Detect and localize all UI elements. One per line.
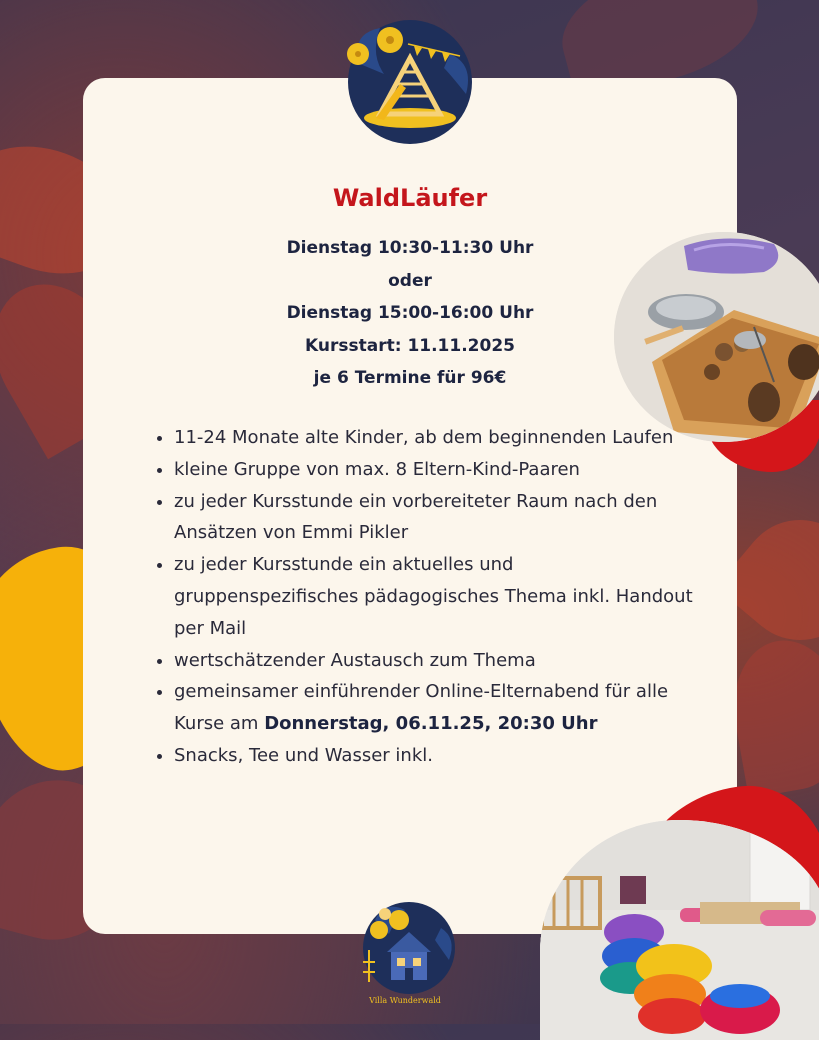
list-item: • zu jeder Kursstunde ein aktuelles und gruppenspezifisches pädagogisches Thema inkl. Handout per Mail <box>174 549 694 644</box>
list-item <box>174 676 694 740</box>
evening-date: Donnerstag, 06.11.25, 20:30 Uhr <box>264 713 598 735</box>
background-leaf <box>723 632 819 799</box>
schedule-block <box>210 232 610 395</box>
list-item: • 11-24 Monate alte Kinder, ab dem beginnenden Laufen <box>174 422 694 454</box>
playground-ladder-logo <box>340 14 480 146</box>
materials-box-photo <box>614 232 819 442</box>
evening-text: gemeinsamer einführender Online-Elternabend für alle Kurse am <box>174 681 669 735</box>
list-item: • Snacks, Tee und Wasser inkl. <box>174 740 694 772</box>
list-item: • wertschätzender Austausch zum Thema <box>174 645 694 677</box>
course-title: WaldLäufer <box>332 184 488 212</box>
feature-list <box>152 422 694 772</box>
price-line: je 6 Termine für 96€ <box>313 368 507 388</box>
schedule-line: Dienstag 10:30-11:30 Uhr <box>286 238 534 258</box>
list-item: • kleine Gruppe von max. 8 Eltern-Kind-Paaren <box>174 454 694 486</box>
brand-caption: Villa Wunderwald <box>369 996 441 1005</box>
schedule-line: oder <box>388 270 432 291</box>
schedule-line: Dienstag 15:00-16:00 Uhr <box>286 303 534 323</box>
list-item: • zu jeder Kursstunde ein vorbereiteter Raum nach den Ansätzen von Emmi Pikler <box>174 486 694 550</box>
course-start: Kursstart: 11.11.2025 <box>305 335 515 356</box>
